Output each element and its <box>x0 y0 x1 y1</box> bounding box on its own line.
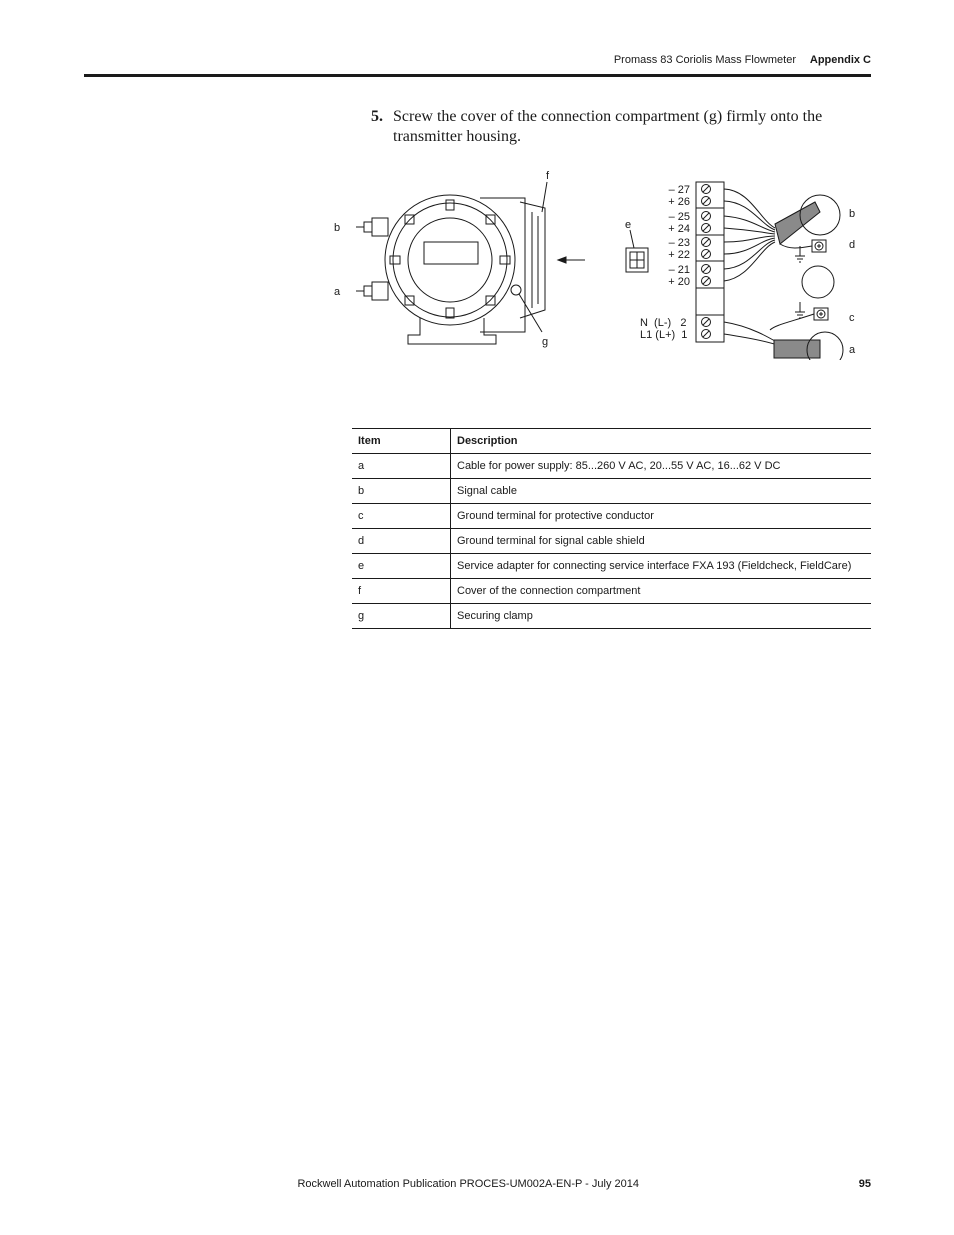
item-cell: a <box>352 454 451 479</box>
label-a-right: a <box>849 344 856 356</box>
description-cell: Cable for power supply: 85...260 V AC, 20...55 V AC, 16...62 V DC <box>451 454 872 479</box>
table-row <box>352 454 871 479</box>
description-cell: Cover of the connection compartment <box>451 579 872 604</box>
column-header-description: Description <box>451 429 872 454</box>
item-cell: f <box>352 579 451 604</box>
power-terminal-label: N (L-) 2 <box>640 317 687 329</box>
item-cell: e <box>352 554 451 579</box>
description-cell: Securing clamp <box>451 604 872 629</box>
item-cell: d <box>352 529 451 554</box>
table-row <box>352 579 871 604</box>
document-title: Promass 83 Coriolis Mass Flowmeter <box>613 54 796 66</box>
transmitter-housing <box>356 182 585 344</box>
description-cell: Service adapter for connecting service interface FXA 193 (Fieldcheck, FieldCare) <box>451 554 872 579</box>
label-c: c <box>849 312 855 324</box>
table-header-row <box>352 429 871 454</box>
terminal-label: – 21 <box>668 264 690 276</box>
table-row <box>352 604 871 629</box>
terminal-label: + 22 <box>668 249 690 261</box>
table-row <box>352 529 871 554</box>
terminal-label: + 20 <box>668 276 690 288</box>
label-a-left: a <box>334 286 341 298</box>
terminal-label: + 24 <box>668 223 690 235</box>
legend-table <box>352 428 871 629</box>
page-header <box>84 53 871 73</box>
terminal-label: – 23 <box>668 237 690 249</box>
column-header-item: Item <box>352 429 451 454</box>
page-footer <box>84 1178 871 1194</box>
description-cell: Ground terminal for protective conductor <box>451 504 872 529</box>
description-cell: Signal cable <box>451 479 872 504</box>
item-cell: c <box>352 504 451 529</box>
terminal-label: – 25 <box>668 211 690 223</box>
publication-info: Rockwell Automation Publication PROCES-UM002A-EN-P - July 2014 <box>297 1178 639 1190</box>
description-cell: Ground terminal for signal cable shield <box>451 529 872 554</box>
wiring-figure <box>320 160 880 360</box>
page-number: 95 <box>858 1178 871 1190</box>
table-row <box>352 554 871 579</box>
table-row <box>352 504 871 529</box>
label-d: d <box>849 239 856 251</box>
label-f: f <box>546 170 550 182</box>
header-rule <box>84 74 871 77</box>
step-number: 5. <box>371 108 383 125</box>
label-e: e <box>625 219 632 231</box>
step-text: Screw the cover of the connection compartment (g) firmly onto the transmitter housing. <box>393 108 823 145</box>
label-b-right: b <box>849 208 856 220</box>
service-adapter <box>626 230 648 272</box>
terminal-block <box>696 182 724 342</box>
item-cell: b <box>352 479 451 504</box>
power-terminal-label: L1 (L+) 1 <box>640 329 688 341</box>
terminal-label: + 26 <box>668 196 690 208</box>
table-row <box>352 479 871 504</box>
terminal-label: – 27 <box>668 184 690 196</box>
signal-wires <box>724 189 843 360</box>
item-cell: g <box>352 604 451 629</box>
appendix-label: Appendix C <box>809 54 871 66</box>
label-b-left: b <box>334 222 341 234</box>
label-g: g <box>542 336 549 348</box>
